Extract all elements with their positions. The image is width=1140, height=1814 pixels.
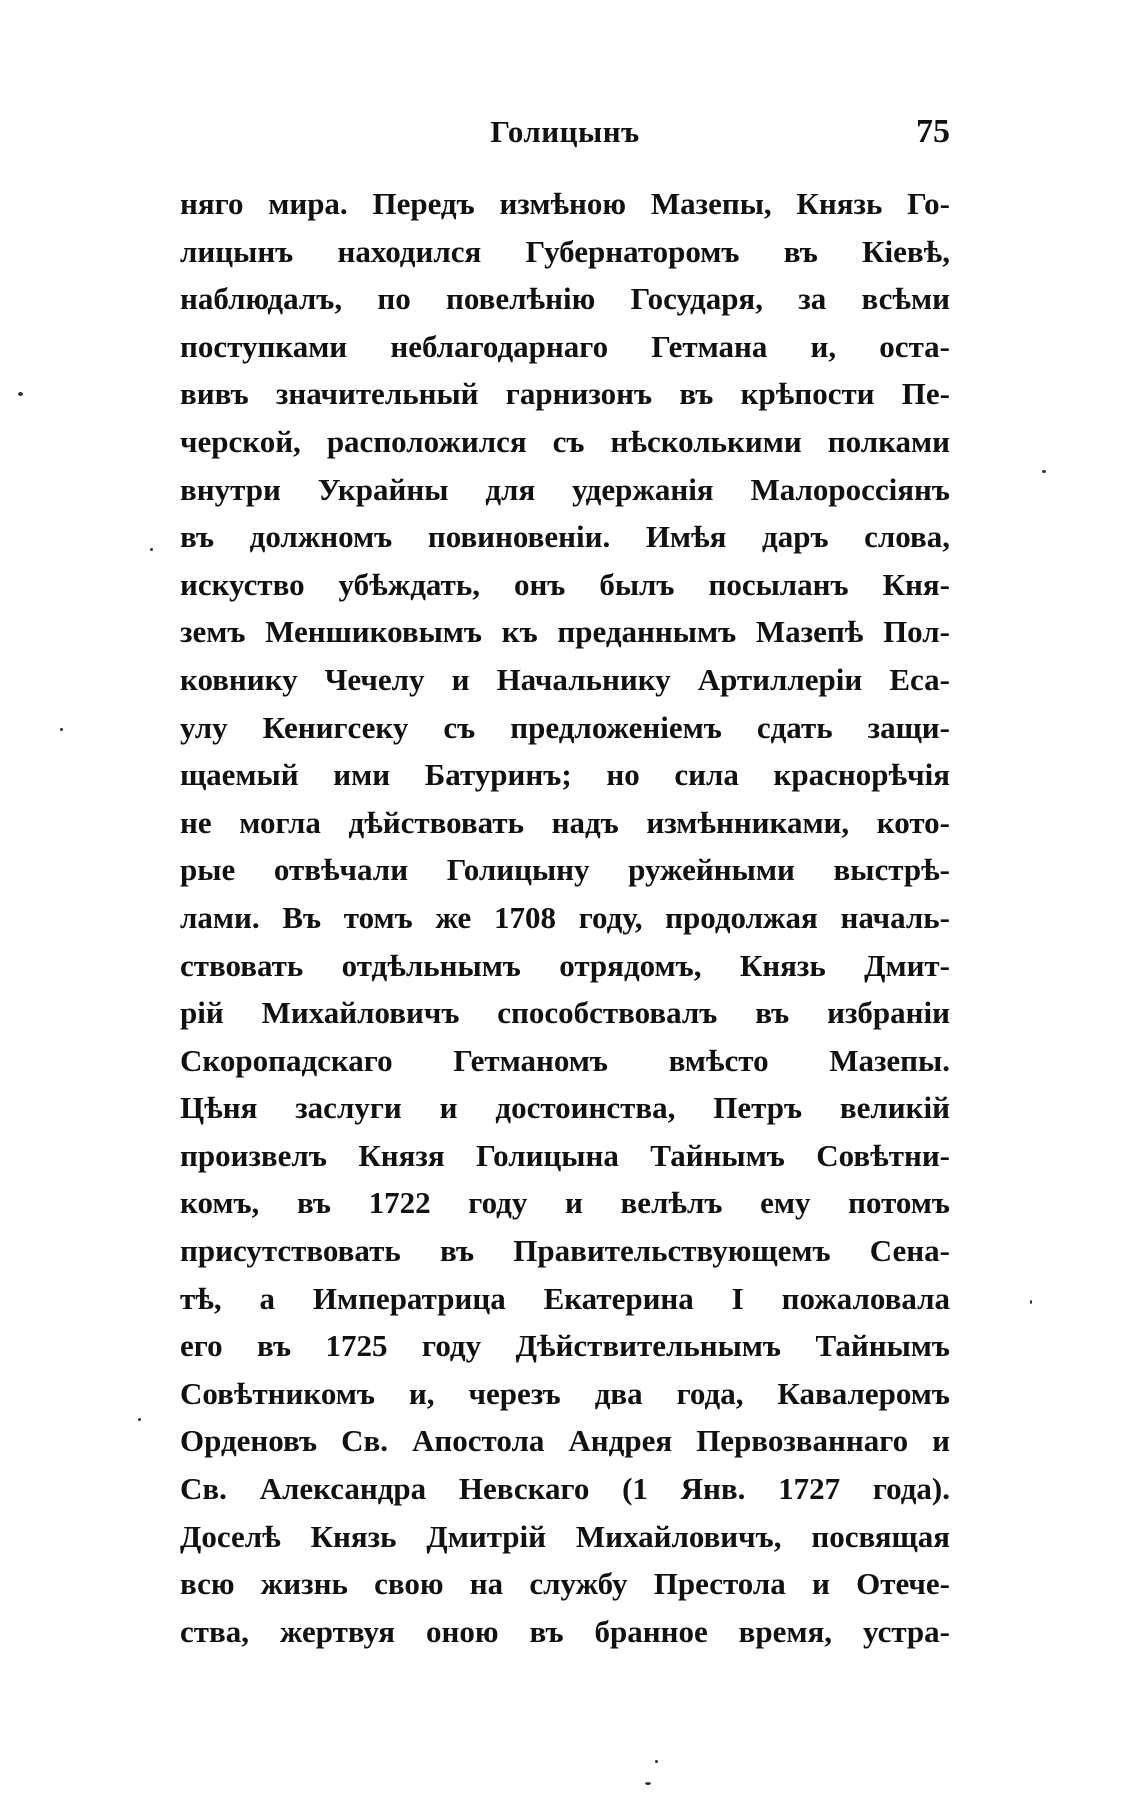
text-line: Цѣня заслуги и достоинства, Петръ великій [180,1090,950,1126]
text-line: наблюдалъ, по повелѣнію Государя, за всѣми [180,281,950,317]
text-line: искуство убѣждать, онъ былъ посыланъ Кня- [180,566,950,602]
text-line: лицынъ находился Губернаторомъ въ Кіевѣ, [180,233,950,269]
text-line: внутри Украйны для удержанія Малороссіянъ [180,471,950,507]
scan-speck [138,1418,141,1421]
text-line: Доселѣ Князь Дмитрій Михайловичъ, посвящая [180,1518,950,1554]
text-line: произвелъ Князя Голицына Тайнымъ Совѣтни- [180,1137,950,1173]
text-line: комъ, въ 1722 году и велѣлъ ему потомъ [180,1185,950,1221]
text-line: рій Михайловичъ способствовалъ въ избраніи [180,995,950,1031]
running-title: Голицынъ [490,114,640,149]
scan-speck [60,728,63,731]
text-line: Св. Александра Невскаго (1 Янв. 1727 года). [180,1471,950,1507]
text-line: тѣ, а Императрица Екатерина I пожаловала [180,1280,950,1316]
text-line: Совѣтникомъ и, черезъ два года, Кавалеромъ [180,1375,950,1411]
text-line: вивъ значительный гарнизонъ въ крѣпости Пе- [180,376,950,412]
text-line: черской, расположился съ нѣсколькими полками [180,423,950,459]
text-line: земъ Меншиковымъ къ преданнымъ Мазепѣ Пол- [180,614,950,650]
scan-speck [18,392,23,396]
text-line: не могла дѣйствовать надъ измѣнниками, кото- [180,804,950,840]
scan-speck [1030,1300,1032,1304]
page-number: 75 [916,113,950,150]
text-line: всю жизнь свою на службу Престола и Отече- [180,1566,950,1602]
scan-speck [655,1760,658,1763]
text-line: ковнику Чечелу и Начальнику Артиллеріи Еса- [180,661,950,697]
text-line: поступками неблагодарнаго Гетмана и, оста- [180,328,950,364]
text-line: присутствовать въ Правительствующемъ Сена- [180,1233,950,1269]
text-line: щаемый ими Батуринъ; но сила краснорѣчія [180,757,950,793]
text-line: его въ 1725 году Дѣйствительнымъ Тайнымъ [180,1328,950,1364]
running-head [180,108,950,156]
body-text [180,180,950,1655]
text-line: въ должномъ повиновеніи. Имѣя даръ слова, [180,519,950,555]
text-line: ства, жертвуя оною въ бранное время, устра- [180,1613,950,1649]
text-line: рые отвѣчали Голицыну ружейными выстрѣ- [180,852,950,888]
scan-speck [645,1782,651,1785]
text-line: няго мира. Передъ измѣною Мазепы, Князь Го- [180,186,950,221]
text-line: ствовать отдѣльнымъ отрядомъ, Князь Дмит- [180,947,950,983]
text-line: лами. Въ томъ же 1708 году, продолжая началь- [180,899,950,935]
text-line: Скоропадскаго Гетманомъ вмѣсто Мазепы. [180,1042,950,1078]
text-line: улу Кенигсеку съ предложеніемъ сдать защи- [180,709,950,745]
text-line: Орденовъ Св. Апостола Андрея Первозваннаго и [180,1423,950,1459]
scan-speck [150,548,153,551]
scan-speck [1042,470,1046,473]
